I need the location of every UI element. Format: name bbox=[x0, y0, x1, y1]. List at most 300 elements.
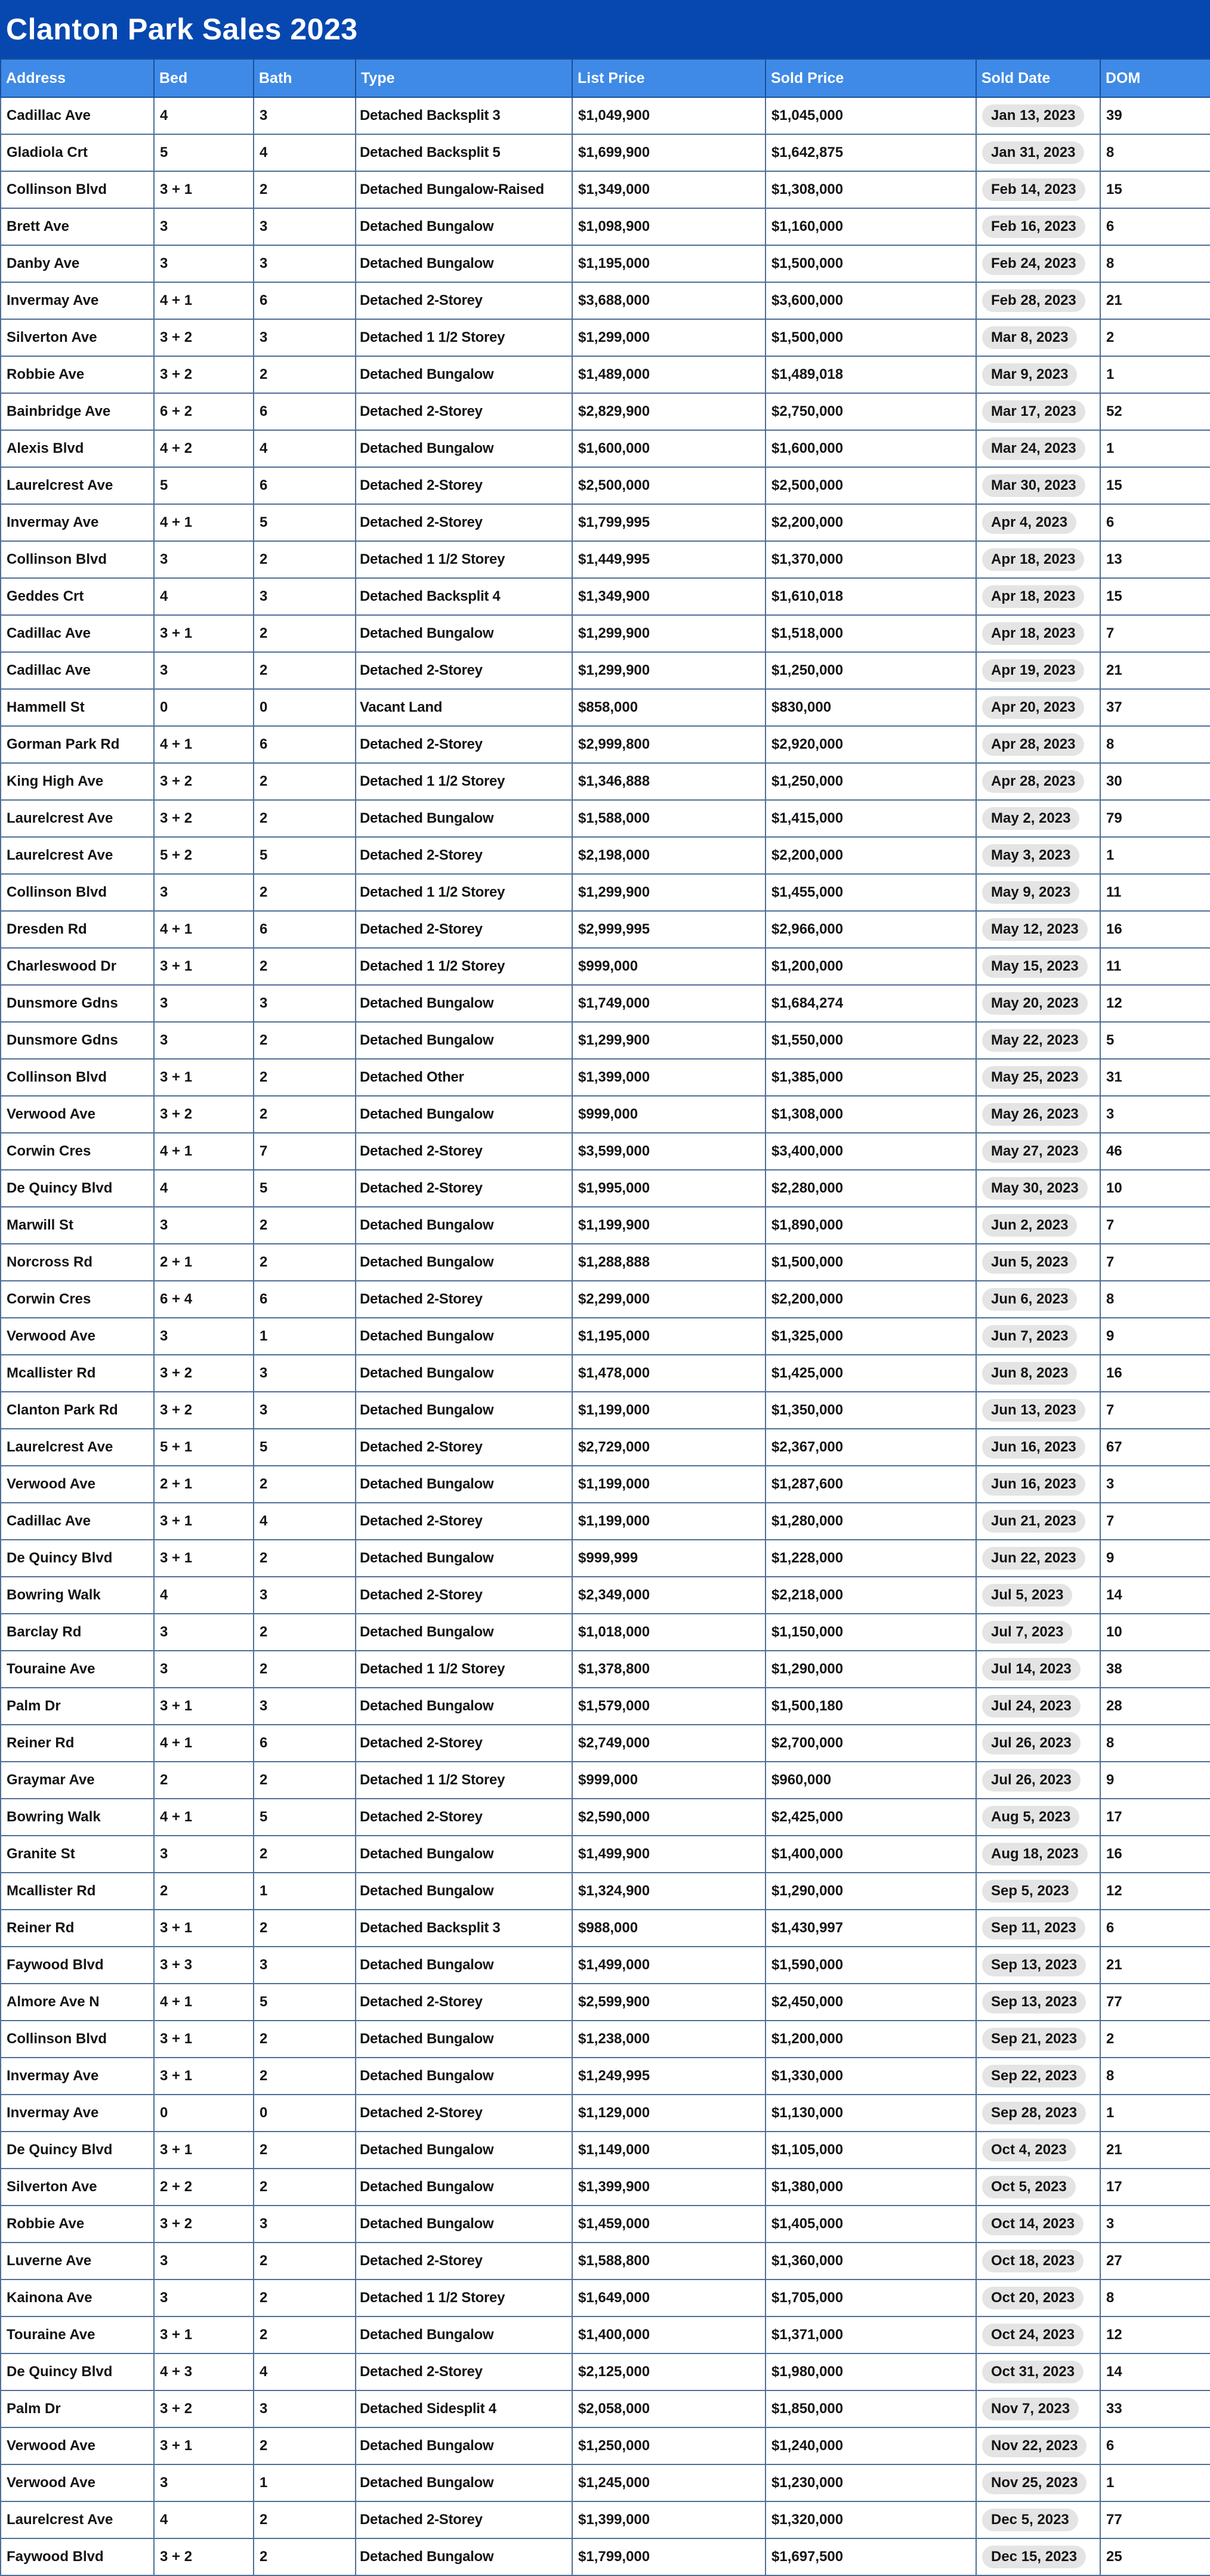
sold-date-pill: Jun 2, 2023 bbox=[982, 1214, 1077, 1237]
sold-price-cell: $1,370,000 bbox=[765, 541, 976, 578]
sold-date-cell bbox=[976, 1170, 1100, 1207]
list-price-cell: $1,489,000 bbox=[572, 356, 765, 393]
sold-date-cell bbox=[976, 1059, 1100, 1096]
address-cell: Palm Dr bbox=[1, 1688, 154, 1725]
header-row bbox=[1, 59, 1210, 97]
address-cell: Robbie Ave bbox=[1, 356, 154, 393]
sold-date-pill: Dec 15, 2023 bbox=[982, 2546, 1086, 2568]
bed-cell: 3 + 1 bbox=[154, 615, 254, 652]
list-price-cell: $1,299,000 bbox=[572, 319, 765, 356]
sold-price-cell: $1,228,000 bbox=[765, 1540, 976, 1577]
sold-date-pill: May 9, 2023 bbox=[982, 881, 1079, 904]
type-cell: Detached 1 1/2 Storey bbox=[356, 319, 572, 356]
sold-price-cell: $3,600,000 bbox=[765, 282, 976, 319]
sold-date-pill: May 22, 2023 bbox=[982, 1029, 1088, 1052]
dom-cell: 7 bbox=[1100, 1207, 1210, 1244]
list-price-cell: $1,299,900 bbox=[572, 1022, 765, 1059]
address-cell: Cadillac Ave bbox=[1, 652, 154, 689]
sold-price-cell: $2,500,000 bbox=[765, 467, 976, 504]
address-cell: Barclay Rd bbox=[1, 1614, 154, 1651]
table-row bbox=[1, 245, 1210, 282]
table-row bbox=[1, 504, 1210, 541]
bath-cell: 6 bbox=[254, 393, 356, 430]
address-cell: Dunsmore Gdns bbox=[1, 1022, 154, 1059]
sold-price-cell: $1,360,000 bbox=[765, 2243, 976, 2280]
dom-cell: 46 bbox=[1100, 1133, 1210, 1170]
sold-date-cell bbox=[976, 1910, 1100, 1947]
table-row bbox=[1, 1651, 1210, 1688]
list-price-cell: $2,500,000 bbox=[572, 467, 765, 504]
table-row bbox=[1, 1429, 1210, 1466]
type-cell: Detached 2-Storey bbox=[356, 1429, 572, 1466]
bath-cell: 2 bbox=[254, 1836, 356, 1873]
sold-date-cell bbox=[976, 1614, 1100, 1651]
dom-cell: 14 bbox=[1100, 1577, 1210, 1614]
type-cell: Detached Bungalow bbox=[356, 1355, 572, 1392]
sold-price-cell: $1,684,274 bbox=[765, 985, 976, 1022]
sold-date-cell bbox=[976, 1725, 1100, 1762]
sold-date-cell bbox=[976, 911, 1100, 948]
sold-price-cell: $1,325,000 bbox=[765, 1318, 976, 1355]
dom-cell: 77 bbox=[1100, 2501, 1210, 2538]
sold-date-cell bbox=[976, 1022, 1100, 1059]
sold-price-cell: $1,150,000 bbox=[765, 1614, 976, 1651]
type-cell: Detached Bungalow bbox=[356, 1947, 572, 1984]
bed-cell: 6 + 2 bbox=[154, 393, 254, 430]
type-cell: Detached Bungalow bbox=[356, 1096, 572, 1133]
dom-cell: 10 bbox=[1100, 1614, 1210, 1651]
sold-date-pill: Apr 28, 2023 bbox=[982, 770, 1084, 793]
table-row bbox=[1, 1318, 1210, 1355]
address-cell: Collinson Blvd bbox=[1, 541, 154, 578]
sold-date-pill: Jan 31, 2023 bbox=[982, 141, 1084, 164]
list-price-cell: $2,729,000 bbox=[572, 1429, 765, 1466]
bath-cell: 2 bbox=[254, 2058, 356, 2095]
type-cell: Detached Bungalow bbox=[356, 1873, 572, 1910]
column-header-sold-price: Sold Price bbox=[765, 59, 976, 97]
sold-price-cell: $1,590,000 bbox=[765, 1947, 976, 1984]
sold-date-pill: Apr 19, 2023 bbox=[982, 659, 1084, 682]
address-cell: Marwill St bbox=[1, 1207, 154, 1244]
type-cell: Detached Bungalow bbox=[356, 2206, 572, 2243]
bath-cell: 2 bbox=[254, 1207, 356, 1244]
sold-price-cell: $1,250,000 bbox=[765, 652, 976, 689]
table-row bbox=[1, 2316, 1210, 2353]
bed-cell: 3 bbox=[154, 2280, 254, 2316]
type-cell: Detached 1 1/2 Storey bbox=[356, 763, 572, 800]
dom-cell: 21 bbox=[1100, 652, 1210, 689]
dom-cell: 1 bbox=[1100, 430, 1210, 467]
sold-price-cell: $1,160,000 bbox=[765, 208, 976, 245]
table-row bbox=[1, 1799, 1210, 1836]
bed-cell: 3 + 1 bbox=[154, 2058, 254, 2095]
bath-cell: 3 bbox=[254, 97, 356, 134]
sold-price-cell: $1,500,000 bbox=[765, 1244, 976, 1281]
dom-cell: 27 bbox=[1100, 2243, 1210, 2280]
list-price-cell: $1,699,900 bbox=[572, 134, 765, 171]
bed-cell: 3 bbox=[154, 2464, 254, 2501]
type-cell: Detached 2-Storey bbox=[356, 2501, 572, 2538]
bath-cell: 5 bbox=[254, 1429, 356, 1466]
list-price-cell: $1,588,000 bbox=[572, 800, 765, 837]
type-cell: Detached Bungalow bbox=[356, 615, 572, 652]
sold-date-cell bbox=[976, 726, 1100, 763]
list-price-cell: $1,749,000 bbox=[572, 985, 765, 1022]
sold-price-cell: $960,000 bbox=[765, 1762, 976, 1799]
bed-cell: 3 bbox=[154, 245, 254, 282]
bath-cell: 6 bbox=[254, 911, 356, 948]
bed-cell: 4 + 1 bbox=[154, 726, 254, 763]
address-cell: Reiner Rd bbox=[1, 1725, 154, 1762]
address-cell: Cadillac Ave bbox=[1, 1503, 154, 1540]
sold-price-cell: $1,130,000 bbox=[765, 2095, 976, 2132]
type-cell: Detached Bungalow bbox=[356, 2538, 572, 2575]
dom-cell: 21 bbox=[1100, 282, 1210, 319]
type-cell: Detached 1 1/2 Storey bbox=[356, 948, 572, 985]
bed-cell: 3 bbox=[154, 1022, 254, 1059]
type-cell: Detached Bungalow bbox=[356, 2021, 572, 2058]
list-price-cell: $999,000 bbox=[572, 948, 765, 985]
bed-cell: 4 bbox=[154, 1577, 254, 1614]
address-cell: Brett Ave bbox=[1, 208, 154, 245]
bed-cell: 4 + 3 bbox=[154, 2353, 254, 2390]
sold-date-cell bbox=[976, 1836, 1100, 1873]
address-cell: Silverton Ave bbox=[1, 319, 154, 356]
type-cell: Detached Backsplit 3 bbox=[356, 1910, 572, 1947]
table-row bbox=[1, 1873, 1210, 1910]
type-cell: Detached Bungalow bbox=[356, 245, 572, 282]
sold-date-pill: Feb 24, 2023 bbox=[982, 252, 1085, 275]
type-cell: Detached Bungalow bbox=[356, 1466, 572, 1503]
dom-cell: 1 bbox=[1100, 2464, 1210, 2501]
list-price-cell: $1,499,900 bbox=[572, 1836, 765, 1873]
list-price-cell: $1,399,000 bbox=[572, 2501, 765, 2538]
list-price-cell: $1,199,000 bbox=[572, 1466, 765, 1503]
sold-date-cell bbox=[976, 2390, 1100, 2427]
sold-date-cell bbox=[976, 1355, 1100, 1392]
dom-cell: 21 bbox=[1100, 1947, 1210, 1984]
dom-cell: 9 bbox=[1100, 1762, 1210, 1799]
dom-cell: 12 bbox=[1100, 2316, 1210, 2353]
sold-date-pill: Jul 14, 2023 bbox=[982, 1658, 1081, 1681]
sold-price-cell: $2,700,000 bbox=[765, 1725, 976, 1762]
address-cell: Mcallister Rd bbox=[1, 1355, 154, 1392]
bed-cell: 4 bbox=[154, 2501, 254, 2538]
sold-price-cell: $1,320,000 bbox=[765, 2501, 976, 2538]
table-row bbox=[1, 1947, 1210, 1984]
bath-cell: 2 bbox=[254, 763, 356, 800]
dom-cell: 7 bbox=[1100, 615, 1210, 652]
dom-cell: 15 bbox=[1100, 171, 1210, 208]
table-row bbox=[1, 911, 1210, 948]
bed-cell: 3 + 2 bbox=[154, 1096, 254, 1133]
list-price-cell: $1,299,900 bbox=[572, 874, 765, 911]
sold-date-cell bbox=[976, 97, 1100, 134]
bed-cell: 3 + 1 bbox=[154, 1910, 254, 1947]
bath-cell: 4 bbox=[254, 2353, 356, 2390]
table-row bbox=[1, 2169, 1210, 2206]
dom-cell: 6 bbox=[1100, 208, 1210, 245]
address-cell: Bowring Walk bbox=[1, 1577, 154, 1614]
bed-cell: 3 bbox=[154, 874, 254, 911]
bath-cell: 5 bbox=[254, 1799, 356, 1836]
address-cell: Cadillac Ave bbox=[1, 615, 154, 652]
sold-price-cell: $2,367,000 bbox=[765, 1429, 976, 1466]
sold-date-pill: Jun 8, 2023 bbox=[982, 1362, 1077, 1385]
bath-cell: 2 bbox=[254, 1651, 356, 1688]
bath-cell: 2 bbox=[254, 1096, 356, 1133]
bed-cell: 3 + 2 bbox=[154, 1392, 254, 1429]
dom-cell: 67 bbox=[1100, 1429, 1210, 1466]
list-price-cell: $1,149,000 bbox=[572, 2132, 765, 2169]
address-cell: Verwood Ave bbox=[1, 1318, 154, 1355]
address-cell: Cadillac Ave bbox=[1, 97, 154, 134]
type-cell: Detached Bungalow bbox=[356, 1318, 572, 1355]
bath-cell: 2 bbox=[254, 1244, 356, 1281]
type-cell: Detached Bungalow bbox=[356, 2316, 572, 2353]
table-row bbox=[1, 1096, 1210, 1133]
sold-price-cell: $1,550,000 bbox=[765, 1022, 976, 1059]
sold-date-pill: Jul 26, 2023 bbox=[982, 1769, 1081, 1792]
dom-cell: 15 bbox=[1100, 578, 1210, 615]
bed-cell: 3 bbox=[154, 208, 254, 245]
bed-cell: 6 + 4 bbox=[154, 1281, 254, 1318]
bath-cell: 2 bbox=[254, 2169, 356, 2206]
sold-date-cell bbox=[976, 1281, 1100, 1318]
bath-cell: 3 bbox=[254, 1355, 356, 1392]
sold-price-cell: $1,200,000 bbox=[765, 2021, 976, 2058]
bed-cell: 5 bbox=[154, 134, 254, 171]
list-price-cell: $1,245,000 bbox=[572, 2464, 765, 2501]
sold-date-pill: May 2, 2023 bbox=[982, 807, 1079, 830]
sold-price-cell: $2,218,000 bbox=[765, 1577, 976, 1614]
sold-date-cell bbox=[976, 541, 1100, 578]
address-cell: Collinson Blvd bbox=[1, 1059, 154, 1096]
type-cell: Detached 2-Storey bbox=[356, 1170, 572, 1207]
bath-cell: 2 bbox=[254, 2243, 356, 2280]
sold-price-cell: $1,980,000 bbox=[765, 2353, 976, 2390]
sold-date-pill: Feb 28, 2023 bbox=[982, 289, 1085, 312]
bath-cell: 5 bbox=[254, 504, 356, 541]
bath-cell: 2 bbox=[254, 2427, 356, 2464]
sold-date-cell bbox=[976, 1466, 1100, 1503]
sold-date-cell bbox=[976, 689, 1100, 726]
list-price-cell: $1,349,000 bbox=[572, 171, 765, 208]
table-row bbox=[1, 837, 1210, 874]
sold-date-pill: Aug 18, 2023 bbox=[982, 1843, 1088, 1865]
bed-cell: 3 bbox=[154, 1318, 254, 1355]
dom-cell: 14 bbox=[1100, 2353, 1210, 2390]
sold-price-cell: $1,705,000 bbox=[765, 2280, 976, 2316]
table-row bbox=[1, 1910, 1210, 1947]
dom-cell: 8 bbox=[1100, 1281, 1210, 1318]
sold-date-pill: Sep 21, 2023 bbox=[982, 2028, 1086, 2050]
bed-cell: 3 bbox=[154, 1836, 254, 1873]
sold-date-cell bbox=[976, 800, 1100, 837]
table-row bbox=[1, 578, 1210, 615]
sold-date-cell bbox=[976, 874, 1100, 911]
type-cell: Detached 2-Storey bbox=[356, 1984, 572, 2021]
address-cell: Laurelcrest Ave bbox=[1, 1429, 154, 1466]
dom-cell: 16 bbox=[1100, 911, 1210, 948]
list-price-cell: $1,449,995 bbox=[572, 541, 765, 578]
bath-cell: 3 bbox=[254, 1392, 356, 1429]
sold-date-cell bbox=[976, 1947, 1100, 1984]
list-price-cell: $2,999,800 bbox=[572, 726, 765, 763]
type-cell: Detached 2-Storey bbox=[356, 2243, 572, 2280]
sold-date-pill: May 30, 2023 bbox=[982, 1177, 1088, 1200]
list-price-cell: $988,000 bbox=[572, 1910, 765, 1947]
table-row bbox=[1, 282, 1210, 319]
sold-date-cell bbox=[976, 615, 1100, 652]
table-row bbox=[1, 2464, 1210, 2501]
dom-cell: 9 bbox=[1100, 1540, 1210, 1577]
address-cell: Reiner Rd bbox=[1, 1910, 154, 1947]
sold-date-pill: Feb 14, 2023 bbox=[982, 178, 1085, 201]
sold-date-pill: Nov 25, 2023 bbox=[982, 2472, 1086, 2494]
dom-cell: 33 bbox=[1100, 2390, 1210, 2427]
bath-cell: 2 bbox=[254, 800, 356, 837]
list-price-cell: $1,195,000 bbox=[572, 245, 765, 282]
bed-cell: 3 + 2 bbox=[154, 2538, 254, 2575]
bath-cell: 2 bbox=[254, 2280, 356, 2316]
list-price-cell: $1,399,000 bbox=[572, 1059, 765, 1096]
sold-price-cell: $1,230,000 bbox=[765, 2464, 976, 2501]
table-row bbox=[1, 97, 1210, 134]
table-row bbox=[1, 985, 1210, 1022]
list-price-cell: $2,349,000 bbox=[572, 1577, 765, 1614]
sold-price-cell: $1,250,000 bbox=[765, 763, 976, 800]
list-price-cell: $1,049,900 bbox=[572, 97, 765, 134]
sold-date-pill: Jun 16, 2023 bbox=[982, 1473, 1085, 1496]
address-cell: Laurelcrest Ave bbox=[1, 467, 154, 504]
dom-cell: 8 bbox=[1100, 134, 1210, 171]
bed-cell: 3 + 1 bbox=[154, 1503, 254, 1540]
bath-cell: 2 bbox=[254, 652, 356, 689]
sold-date-pill: Oct 24, 2023 bbox=[982, 2324, 1084, 2346]
type-cell: Detached 2-Storey bbox=[356, 1133, 572, 1170]
bed-cell: 4 bbox=[154, 97, 254, 134]
list-price-cell: $2,829,900 bbox=[572, 393, 765, 430]
sold-date-cell bbox=[976, 504, 1100, 541]
list-price-cell: $999,999 bbox=[572, 1540, 765, 1577]
sold-date-pill: Jun 16, 2023 bbox=[982, 1436, 1085, 1459]
sold-date-pill: Sep 5, 2023 bbox=[982, 1880, 1078, 1902]
sold-date-pill: Oct 14, 2023 bbox=[982, 2213, 1084, 2235]
list-price-cell: $3,688,000 bbox=[572, 282, 765, 319]
sold-date-cell bbox=[976, 1429, 1100, 1466]
column-header-bath: Bath bbox=[254, 59, 356, 97]
sold-date-cell bbox=[976, 2132, 1100, 2169]
table-row bbox=[1, 1577, 1210, 1614]
table-row bbox=[1, 2353, 1210, 2390]
address-cell: Gorman Park Rd bbox=[1, 726, 154, 763]
bath-cell: 2 bbox=[254, 1022, 356, 1059]
address-cell: Hammell St bbox=[1, 689, 154, 726]
type-cell: Detached 1 1/2 Storey bbox=[356, 541, 572, 578]
bed-cell: 2 bbox=[154, 1873, 254, 1910]
bath-cell: 3 bbox=[254, 1577, 356, 1614]
bed-cell: 3 + 1 bbox=[154, 2021, 254, 2058]
sold-price-cell: $1,371,000 bbox=[765, 2316, 976, 2353]
bath-cell: 0 bbox=[254, 689, 356, 726]
title-bar bbox=[0, 0, 1210, 58]
bath-cell: 3 bbox=[254, 208, 356, 245]
bed-cell: 3 bbox=[154, 1614, 254, 1651]
address-cell: Touraine Ave bbox=[1, 1651, 154, 1688]
address-cell: Gladiola Crt bbox=[1, 134, 154, 171]
sold-date-cell bbox=[976, 2427, 1100, 2464]
sold-date-cell bbox=[976, 2058, 1100, 2095]
dom-cell: 3 bbox=[1100, 1096, 1210, 1133]
type-cell: Detached Bungalow bbox=[356, 985, 572, 1022]
dom-cell: 3 bbox=[1100, 1466, 1210, 1503]
bath-cell: 2 bbox=[254, 1762, 356, 1799]
dom-cell: 3 bbox=[1100, 2206, 1210, 2243]
type-cell: Detached Backsplit 4 bbox=[356, 578, 572, 615]
table-row bbox=[1, 1355, 1210, 1392]
address-cell: Silverton Ave bbox=[1, 2169, 154, 2206]
sold-date-cell bbox=[976, 1096, 1100, 1133]
bed-cell: 3 + 2 bbox=[154, 763, 254, 800]
bed-cell: 4 + 1 bbox=[154, 1799, 254, 1836]
list-price-cell: $2,299,000 bbox=[572, 1281, 765, 1318]
sold-date-cell bbox=[976, 1392, 1100, 1429]
sold-price-cell: $1,642,875 bbox=[765, 134, 976, 171]
bath-cell: 4 bbox=[254, 134, 356, 171]
bed-cell: 4 + 1 bbox=[154, 1133, 254, 1170]
bath-cell: 4 bbox=[254, 430, 356, 467]
table-row bbox=[1, 1170, 1210, 1207]
table-row bbox=[1, 763, 1210, 800]
table-row bbox=[1, 800, 1210, 837]
sold-date-cell bbox=[976, 1207, 1100, 1244]
sold-price-cell: $1,518,000 bbox=[765, 615, 976, 652]
dom-cell: 1 bbox=[1100, 837, 1210, 874]
dom-cell: 6 bbox=[1100, 2427, 1210, 2464]
address-cell: Laurelcrest Ave bbox=[1, 2501, 154, 2538]
bath-cell: 1 bbox=[254, 2464, 356, 2501]
bed-cell: 0 bbox=[154, 689, 254, 726]
dom-cell: 21 bbox=[1100, 2132, 1210, 2169]
list-price-cell: $1,799,000 bbox=[572, 2538, 765, 2575]
bath-cell: 2 bbox=[254, 541, 356, 578]
dom-cell: 2 bbox=[1100, 2021, 1210, 2058]
sold-price-cell: $2,425,000 bbox=[765, 1799, 976, 1836]
list-price-cell: $1,195,000 bbox=[572, 1318, 765, 1355]
address-cell: Clanton Park Rd bbox=[1, 1392, 154, 1429]
bath-cell: 6 bbox=[254, 726, 356, 763]
dom-cell: 6 bbox=[1100, 1910, 1210, 1947]
sold-date-pill: Oct 4, 2023 bbox=[982, 2139, 1076, 2161]
sold-date-pill: May 25, 2023 bbox=[982, 1066, 1088, 1089]
dom-cell: 1 bbox=[1100, 2095, 1210, 2132]
type-cell: Detached Bungalow bbox=[356, 1688, 572, 1725]
sold-date-cell bbox=[976, 2464, 1100, 2501]
bed-cell: 3 bbox=[154, 541, 254, 578]
bath-cell: 2 bbox=[254, 171, 356, 208]
table-row bbox=[1, 2427, 1210, 2464]
dom-cell: 2 bbox=[1100, 319, 1210, 356]
table-row bbox=[1, 1244, 1210, 1281]
table-row bbox=[1, 2538, 1210, 2575]
table-row bbox=[1, 208, 1210, 245]
address-cell: Robbie Ave bbox=[1, 2206, 154, 2243]
address-cell: Faywood Blvd bbox=[1, 1947, 154, 1984]
address-cell: Verwood Ave bbox=[1, 2464, 154, 2501]
table-row bbox=[1, 1207, 1210, 1244]
bed-cell: 4 bbox=[154, 578, 254, 615]
